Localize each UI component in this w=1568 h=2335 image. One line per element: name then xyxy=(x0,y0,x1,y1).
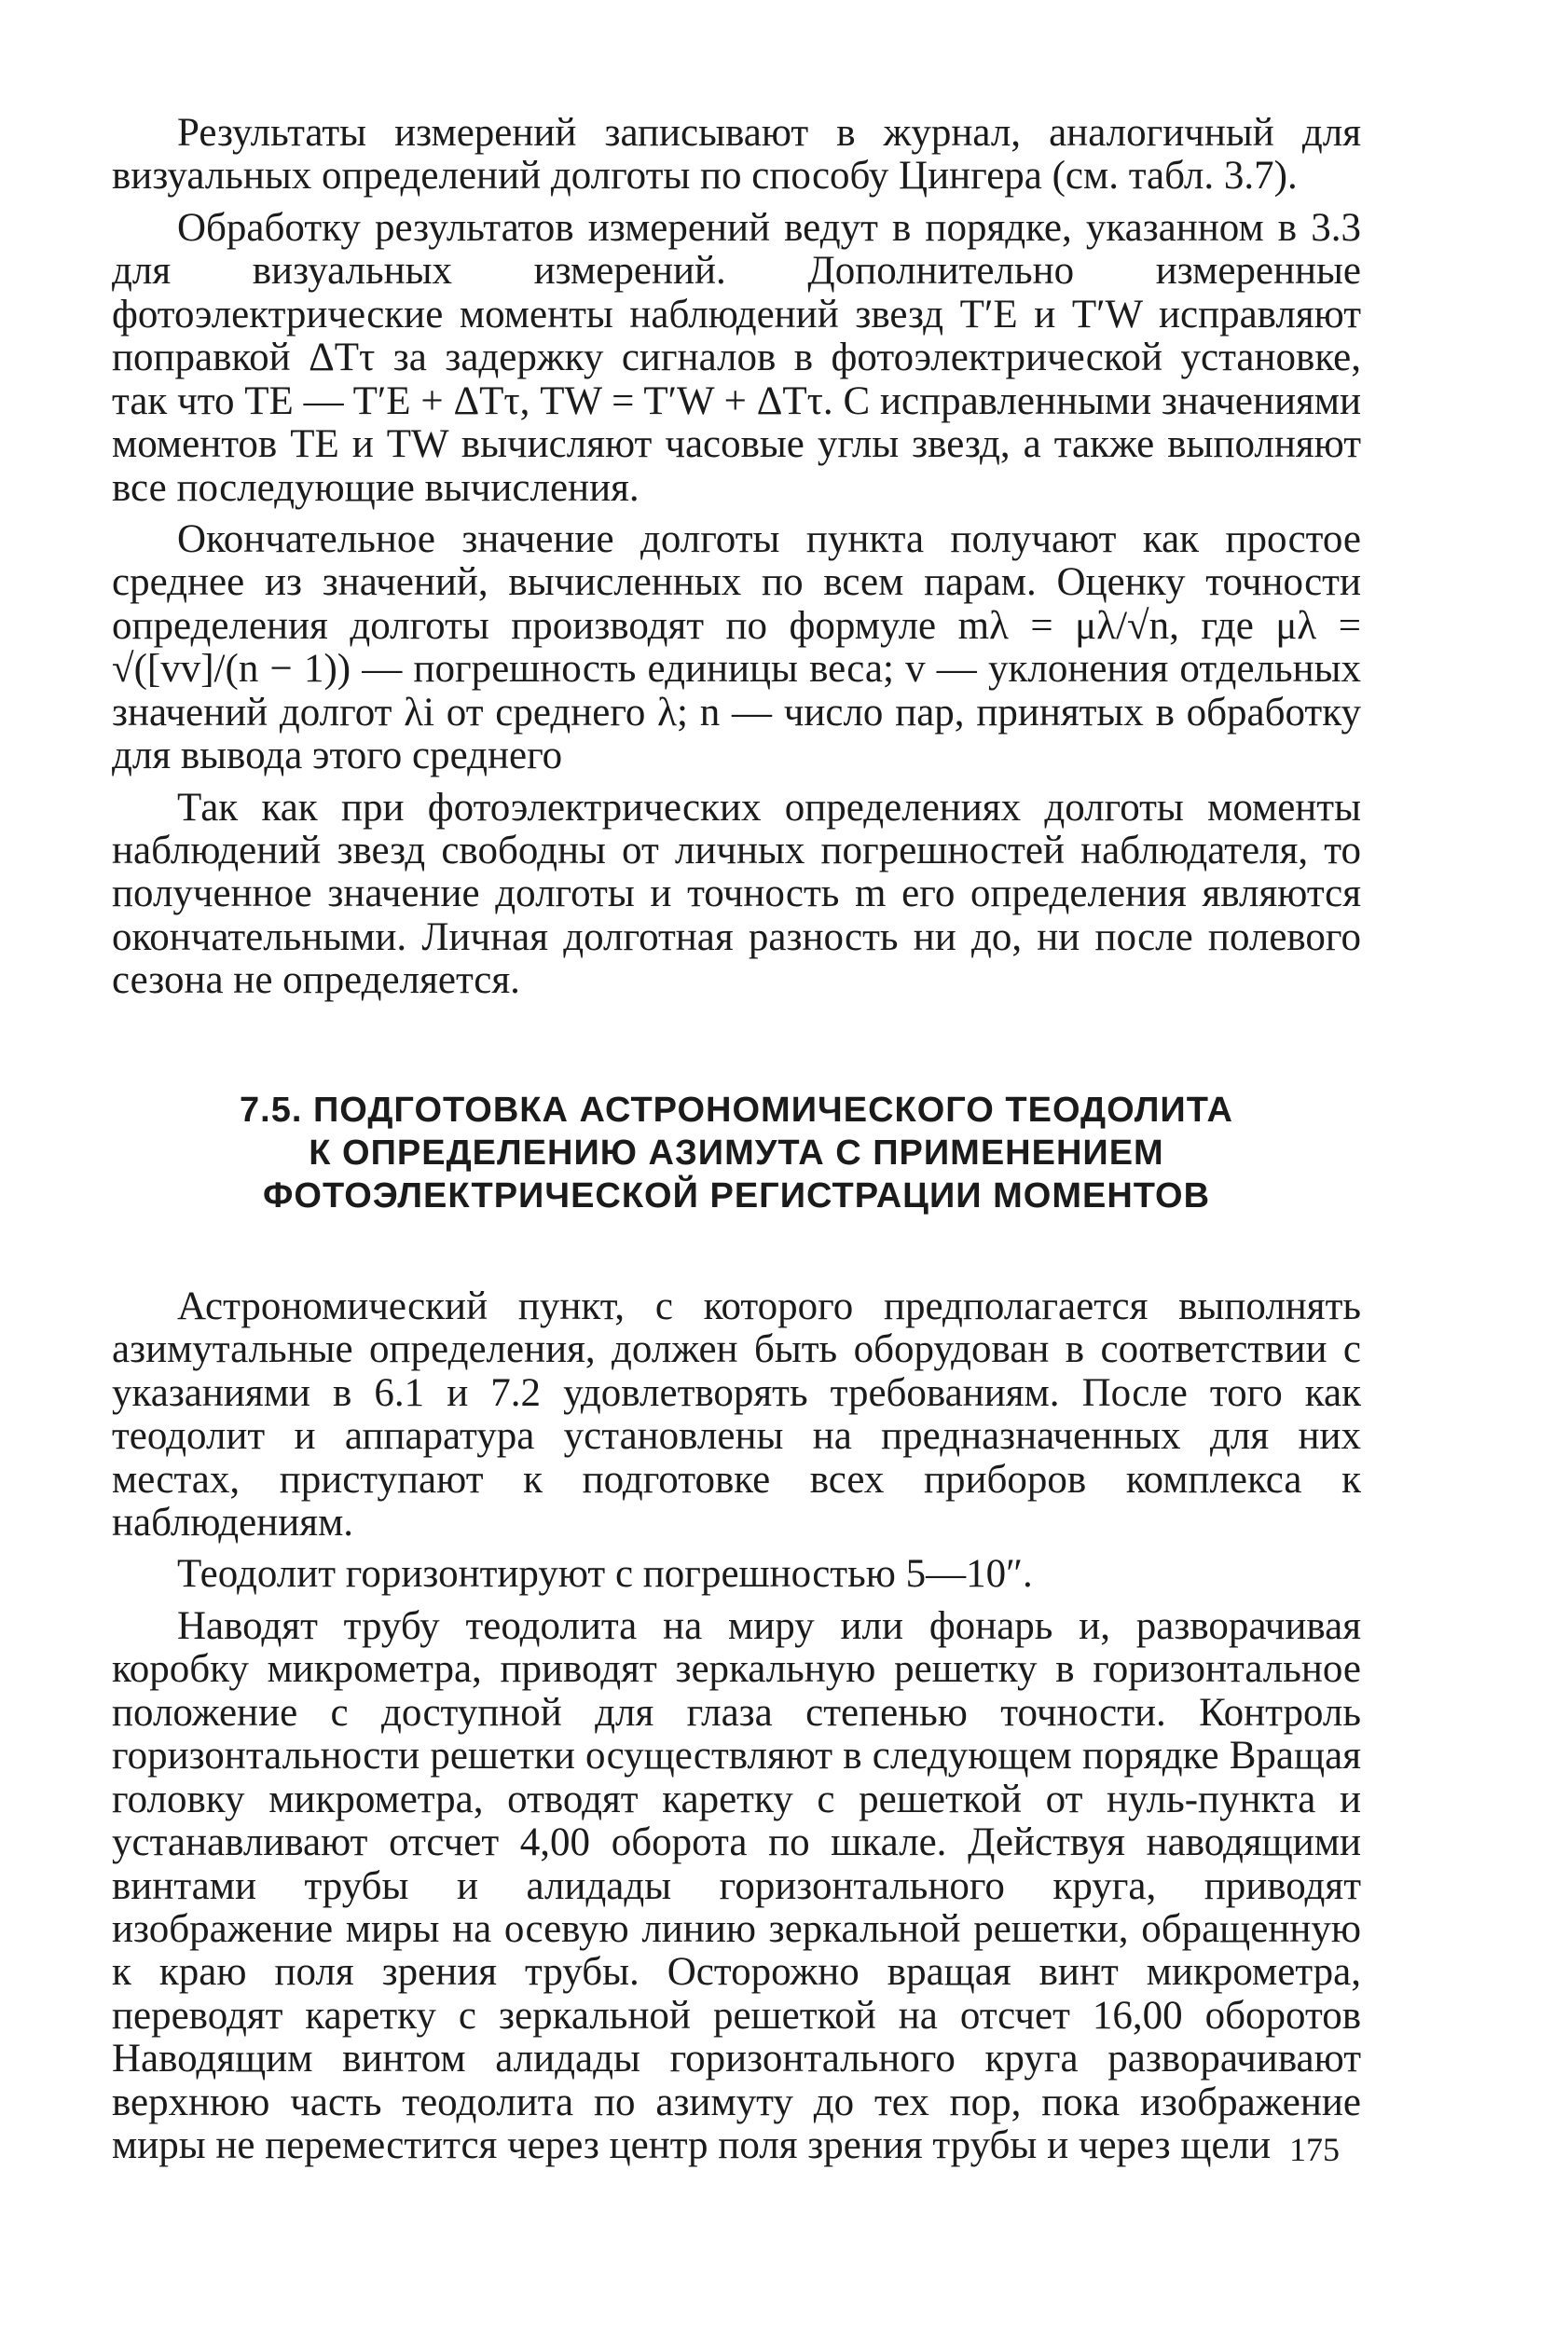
section-heading-line-3: ФОТОЭЛЕКТРИЧЕСКОЙ РЕГИСТРАЦИИ МОМЕНТОВ xyxy=(262,1176,1211,1216)
paragraph-astronomical-point: Астрономический пункт, с которого предполагается выполнять азимутальные определения, должен быть оборудован в соответствии с указаниями в 6.1 и 7.2 удовлетворять требованиям. После того как теодолит и аппаратура установлены на предназначенных для них местах, приступают к подготовке всех приборов комплекса к наблюдениям. xyxy=(112,1284,1361,1545)
book-page xyxy=(112,112,1361,2177)
paragraph-leveling: Теодолит горизонтируют с погрешностью 5—10″. xyxy=(177,1552,1033,1597)
section-heading-line-2: К ОПРЕДЕЛЕНИЮ АЗИМУТА С ПРИМЕНЕНИЕМ xyxy=(309,1133,1164,1174)
paragraph-photoelectric: Так как при фотоэлектрических определениях долготы моменты наблюдений звезд свободны от личных погрешностей наблюдателя, то полученное значение долготы и точность m его определения являются окончательными. Личная долготная разность ни до, ни после полевого сезона не определяется. xyxy=(112,785,1361,1003)
section-heading-line-1: 7.5. ПОДГОТОВКА АСТРОНОМИЧЕСКОГО ТЕОДОЛИТА xyxy=(240,1090,1233,1130)
section-heading xyxy=(112,1089,1361,1218)
paragraph-final-longitude: Окончательное значение долготы пункта получают как простое среднее из значений, вычисленных по всем парам. Оценку точности определения долготы производят по формуле mλ = μλ/√n, где μλ = √([vv]/(n − 1)) — погрешность единицы веса; v — уклонения отдельных значений долгот λi от среднего λ; n — число пар, принятых в обработку для вывода этого среднего xyxy=(112,516,1361,778)
paragraph-processing: Обработку результатов измерений ведут в порядке, указанном в 3.3 для визуальных измерений. Дополнительно измеренные фотоэлектрические моменты наблюдений звезд T′E и T′W исправляют поправкой ΔTτ за задержку сигналов в фотоэлектрической установке, так что TE — T′E + ΔTτ, TW = T′W + ΔTτ. С исправленными значениями моментов TE и TW вычисляют часовые углы звезд, а также выполняют все последующие вычисления. xyxy=(112,205,1361,510)
paragraph-journal: Результаты измерений записывают в журнал, аналогичный для визуальных определений долготы по способу Цингера (см. табл. 3.7). xyxy=(112,111,1361,199)
paragraph-pointing: Наводят трубу теодолита на миру или фонарь и, разворачивая коробку микрометра, приводят зеркальную решетку в горизонтальное положение с доступной для глаза степенью точности. Контроль горизонтальности решетки осуществляют в следующем порядке Вращая головку микрометра, отводят каретку с решеткой от нуль-пункта и устанавливают отсчет 4,00 оборота по шкале. Действуя наводящими винтами трубы и алидады горизонтального круга, приводят изображение миры на осевую линию зеркальной решетки, обращенную к краю поля зрения трубы. Осторожно вращая винт микрометра, переводят каретку с зеркальной решеткой на отсчет 16,00 оборотов Наводящим винтом алидады горизонтального круга разворачивают верхнюю часть теодолита по азимуту до тех пор, пока изображение миры не переместится через центр поля зрения трубы и через щели xyxy=(112,1603,1361,2168)
page-number: 175 xyxy=(1289,2131,1340,2168)
